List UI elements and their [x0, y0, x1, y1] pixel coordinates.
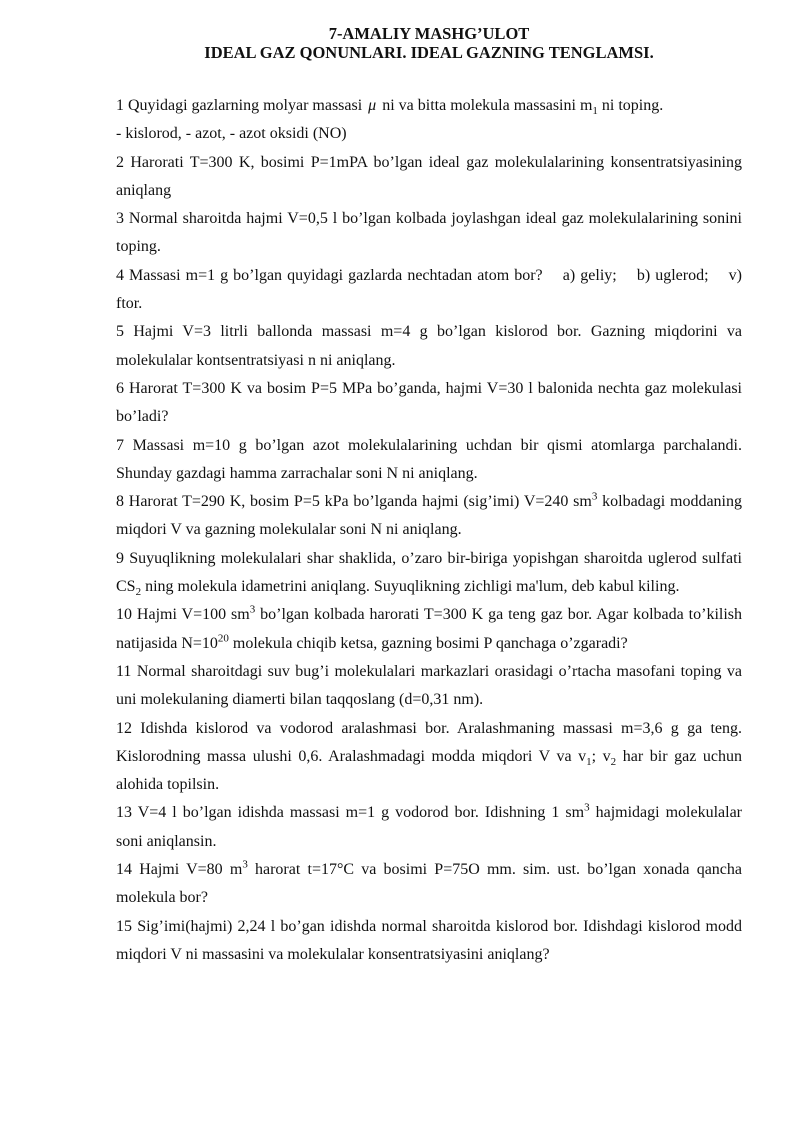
problem-11: 11 Normal sharoitdagi suv bug’i molekulalari markazlari orasidagi o’rtacha masofani toping va uni molekulaning diamerti bilan taqqoslang (d=0,31 nm). [116, 662, 742, 709]
problem-15: 15 Sig’imi(hajmi) 2,24 l bo’gan idishda normal sharoitda kislorod bor. Idishdagi kislorod modd miqdori V ni massasini va molekulalar konsentratsiyasini aniqlang? [116, 917, 742, 963]
title-line-1: 7-AMALIY MASHG’ULOT [328, 24, 530, 43]
problem-3: 3 Normal sharoitda hajmi V=0,5 l bo’lgan kolbada joylashgan ideal gaz molekulalarining sonini toping. [116, 210, 742, 256]
problem-list [116, 92, 746, 969]
document-title [116, 24, 742, 62]
problem-2: 2 Harorati T=300 K, bosimi P=1mPA bo’lgan ideal gaz molekulalarining konsentratsiyasining aniqlang [116, 153, 742, 199]
problem-7: 7 Massasi m=10 g bo’lgan azot molekulalarining uchdan bir qismi atomlarga parchalandi. Shunday gazdagi hamma zarrachalar soni N ni aniqlang. [116, 436, 742, 482]
problem-1: 1 Quyidagi gazlarning molyar massasi μ ni va bitta molekula massasini $m_1$ ni toping. [116, 97, 664, 118]
document-page [116, 24, 746, 969]
problem-1-options: - kislorod, - azot, - azot oksidi (NO) [116, 125, 347, 143]
problem-13: 13 V=4 l bo’lgan idishda massasi m=1 g vodorod bor. Idishning 1 $sm^3$ hajmidagi molekulalar soni aniqlansin. [116, 802, 742, 850]
problem-9: 9 Suyuqlikning molekulalari shar shaklida, o’zaro bir-biriga yopishgan sharoitda uglerod sulfati $CS_2$ ning molekula idametrini aniqlang. Suyuqlikning zichligi ma'lum, deb kabul kiling. [116, 549, 742, 599]
problem-5: 5 Hajmi V=3 litrli ballonda massasi m=4 g bo’lgan kislorod bor. Gazning miqdorini va molekulalar kontsentratsiyasi n ni aniqlang. [116, 323, 742, 369]
problem-14: 14 Hajmi V=80 $m^3$ harorat t=17°C va bosimi P=75O mm. sim. ust. bo’lgan xonada qancha molekula bor? [116, 858, 742, 907]
problem-6: 6 Harorat T=300 K va bosim P=5 MPa bo’ganda, hajmi V=30 l balonida nechta gaz molekulasi bo’ladi? [116, 379, 742, 426]
problem-12: 12 Idishda kislorod va vodorod aralashmasi bor. Aralashmaning massasi m=3,6 g ga teng. Kislorodning massa ulushi 0,6. Aralashmadagi modda miqdori V va $v_1$; $v_2$ har bir gaz uchun alohida topilsin. [116, 719, 742, 794]
problem-8: 8 Harorat T=290 K, bosim P=5 kPa bo’lganda hajmi (sig’imi) V=240 $sm^3$ kolbadagi moddaning miqdori V va gazning molekulalar soni N ni aniqlang. [116, 490, 742, 539]
problem-10: 10 Hajmi V=100 $sm^3$ bo’lgan kolbada harorati T=300 K ga teng gaz bor. Agar kolbada to’kilish natijasida $N=10^{20}$ molekula chiqib ketsa, gazning bosimi P qanchaga o’zgaradi? [116, 604, 742, 652]
problem-4: 4 Massasi m=1 g bo’lgan quyidagi gazlarda nechtadan atom bor? a) geliy; b) uglerod; v) ftor. [116, 266, 746, 313]
title-line-2: IDEAL GAZ QONUNLARI. IDEAL GAZNING TENGLAMSI. [204, 43, 654, 62]
mu-symbol: μ [368, 97, 377, 114]
